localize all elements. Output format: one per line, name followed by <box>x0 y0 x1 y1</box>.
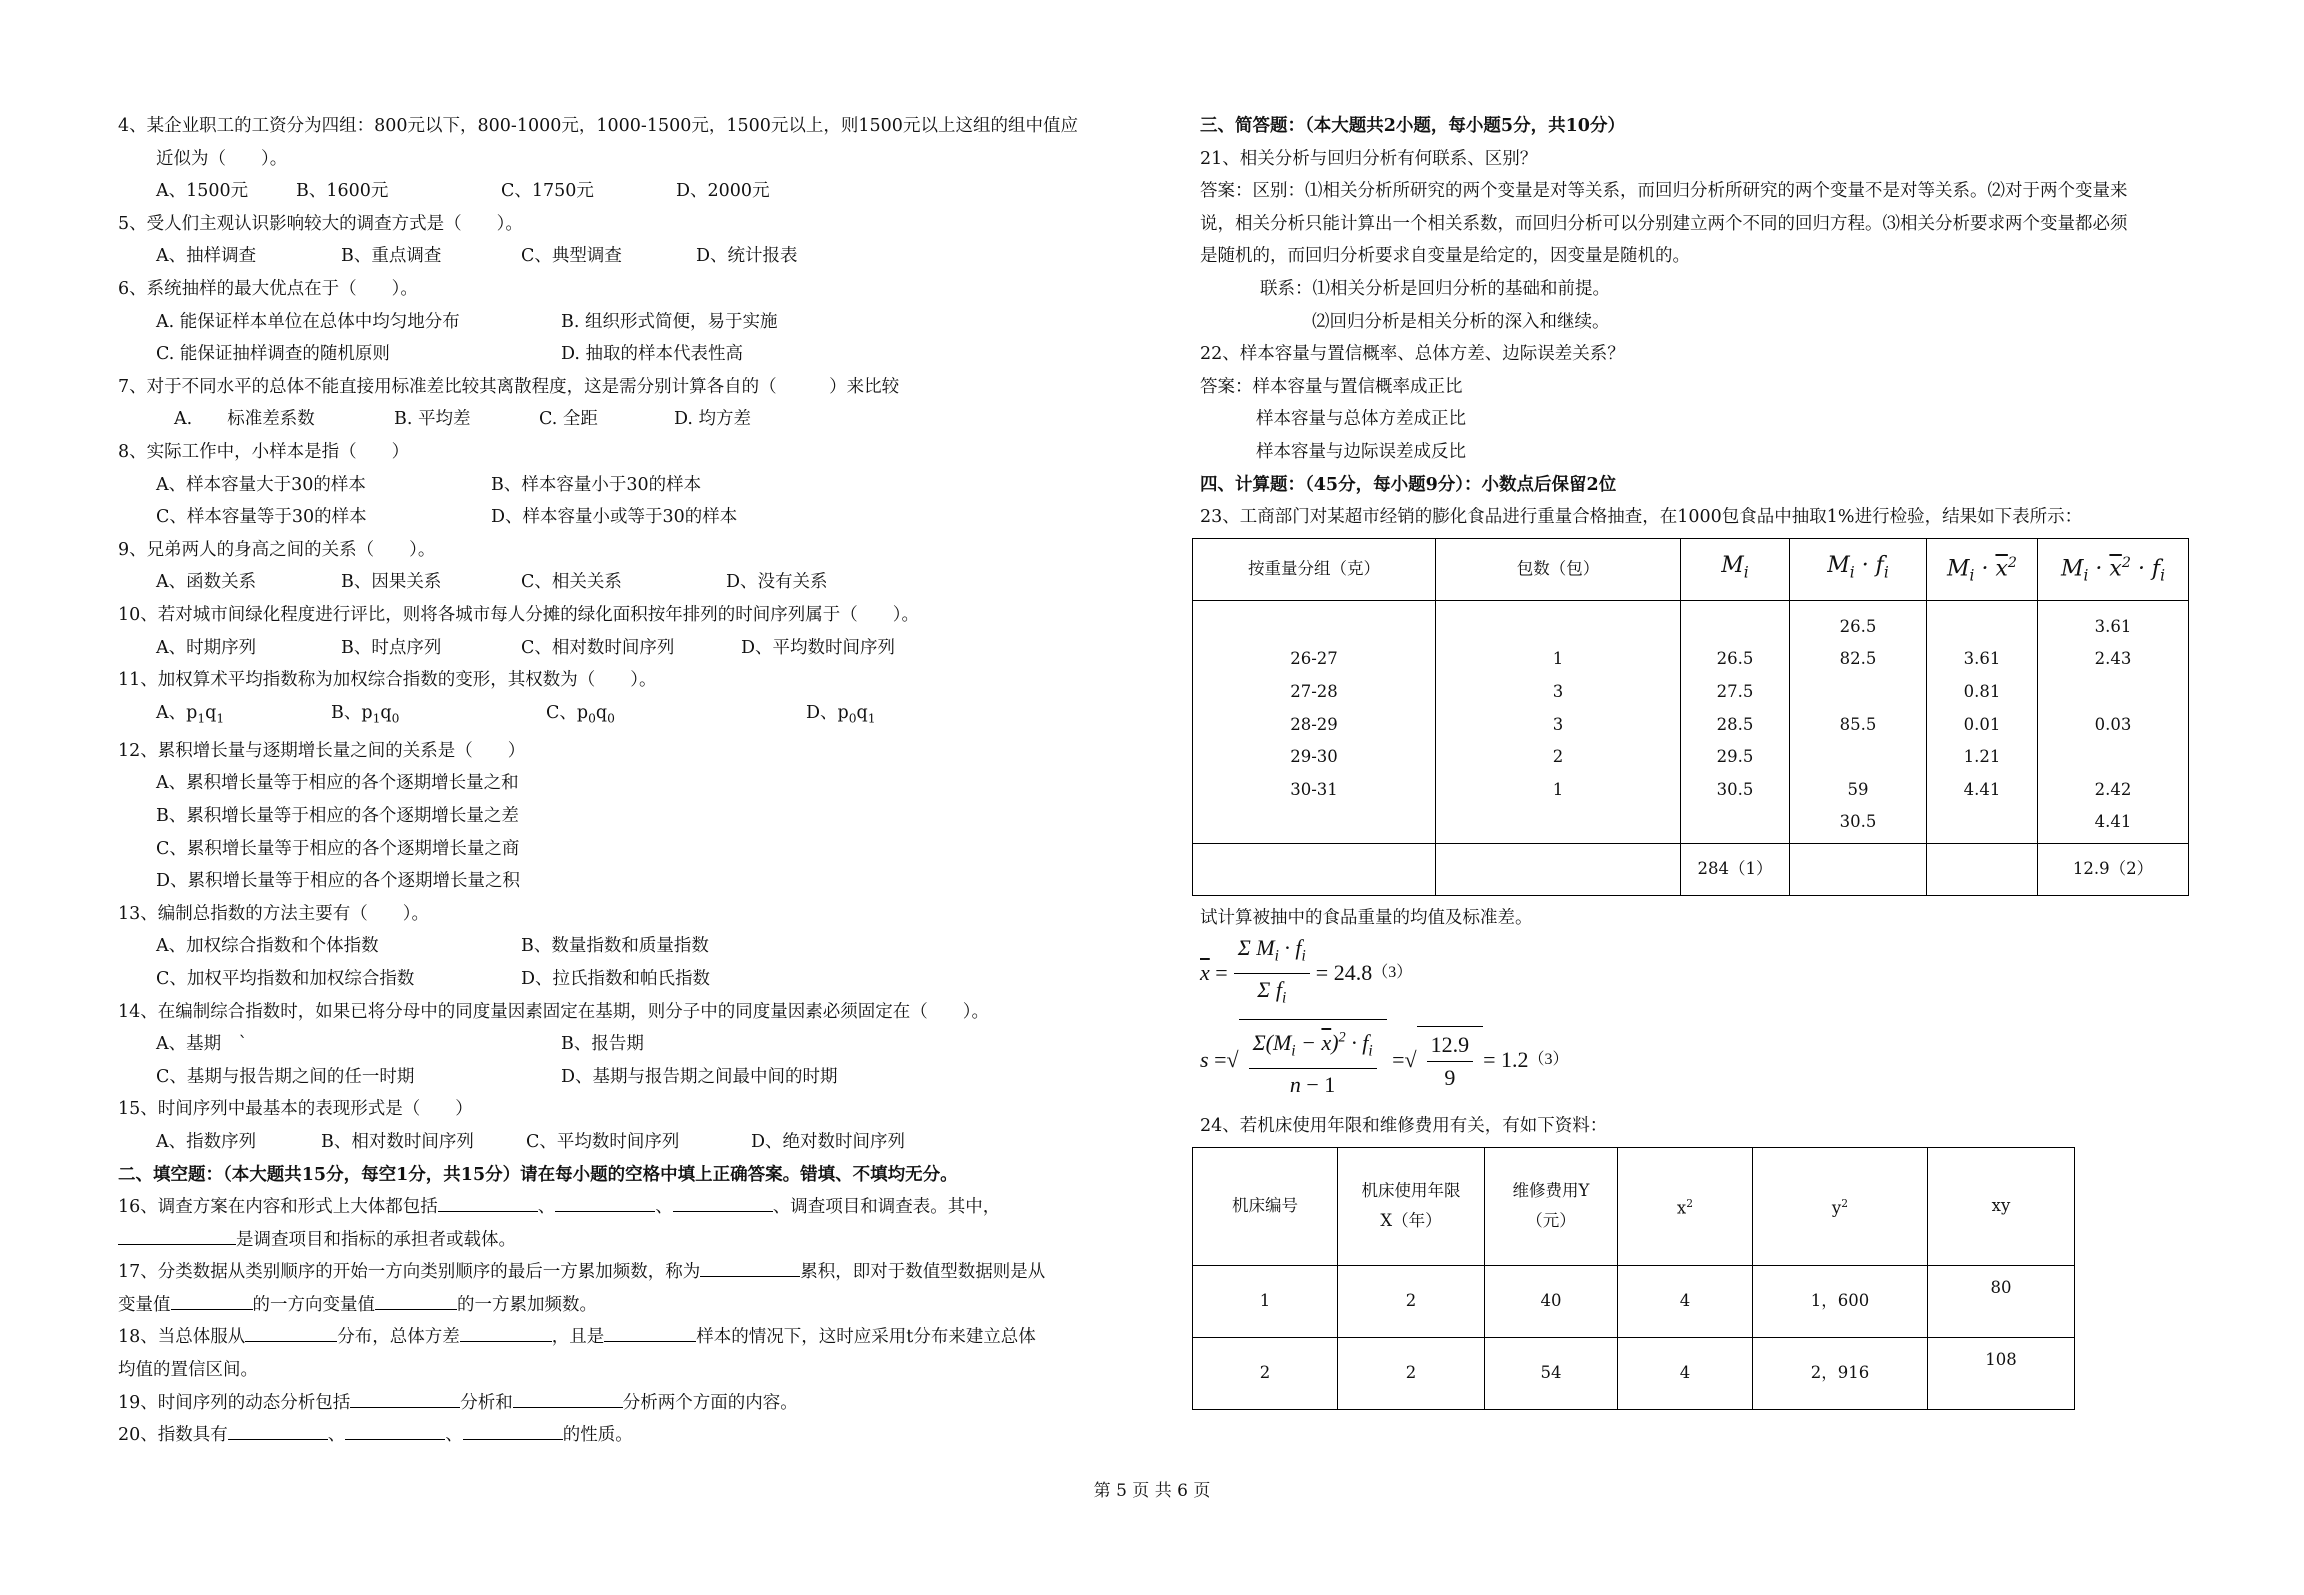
q12: 12、累积增长量与逐期增长量之间的关系是（ ） <box>118 740 526 761</box>
q22-answer-2: 样本容量与总体方差成正比 <box>1256 409 1466 430</box>
formula-std: s = √ $\frac{\Sigma(M_i - \overline{x})^2 \cdot f_i}{n - 1}$ = √ $\frac{12.9}{9}$ = 1.2 （3） <box>1200 1020 2230 1100</box>
col-years: 机床使用年限 X（年） <box>1338 1147 1485 1265</box>
cell-mi: 26.5 27.5 28.5 29.5 30.5 <box>1681 600 1790 843</box>
q16-line1: 16、调查方案在内容和形式上大体都包括 、 、 、调查项目和调查表。其中， <box>118 1191 1138 1224</box>
q6-options-1: A. 能保证样本单位在总体中均匀地分布 B. 组织形式简便，易于实施 <box>156 311 778 332</box>
q4-line1: 4、某企业职工的工资分为四组：800元以下，800-1000元，1000-1500元，1500元以上，则1500元以上这组的组中值应 <box>118 116 1078 136</box>
table-body-row <box>1193 600 2189 843</box>
left-column <box>118 110 1138 1452</box>
q21-answer-3: 是随机的，而回归分析要求自变量是给定的，因变量是随机的。 <box>1200 246 1690 267</box>
weight-table <box>1192 538 2189 896</box>
q21-relation-1: 联系：⑴相关分析是回归分析的基础和前提。 <box>1260 278 1610 299</box>
q21-relation-2: ⑵回归分析是相关分析的深入和继续。 <box>1312 311 1610 332</box>
blank[interactable] <box>171 1289 253 1310</box>
q22-answer-3: 样本容量与边际误差成反比 <box>1256 441 1466 462</box>
right-column <box>1200 110 2230 1410</box>
cell-mi-fi: 26.5 82.5 85.5 59 30.5 <box>1790 600 1927 843</box>
mean-mark: （3） <box>1372 964 1413 982</box>
q10-options: A、时期序列 B、时点序列 C、相对数时间序列 D、平均数时间序列 <box>156 637 896 658</box>
section-2-title: 二、填空题：（本大题共15分，每空1分，共15分）请在每小题的空格中填上正确答案。错填、不填均无分。 <box>118 1164 958 1185</box>
mean-value: 24.8 <box>1333 960 1373 986</box>
col-weight-group: 按重量分组（克） <box>1193 538 1436 600</box>
q23: 23、工商部门对某超市经销的膨化食品进行重量合格抽查，在1000包食品中抽取1%进行检验，结果如下表所示： <box>1200 507 2083 528</box>
q9: 9、兄弟两人的身高之间的关系（ ）。 <box>118 539 436 560</box>
std-mark: （3） <box>1528 1051 1569 1069</box>
q21: 21、相关分析与回归分析有何联系、区别？ <box>1200 148 1538 169</box>
col-cost: 维修费用Y （元） <box>1485 1147 1618 1265</box>
section-3-title: 三、简答题：（本大题共2小题，每小题5分，共10分） <box>1200 116 1625 136</box>
col-xy: xy <box>1928 1147 2075 1265</box>
q12-opt-a: A、累积增长量等于相应的各个逐期增长量之和 <box>156 773 519 794</box>
blank[interactable] <box>375 1289 457 1310</box>
q11: 11、加权算术平均指数称为加权综合指数的变形，其权数为（ ）。 <box>118 670 657 691</box>
q20: 20、指数具有 、 、 的性质。 <box>118 1419 1138 1452</box>
q17-line2: 变量值 的一方向变量值 的一方累加频数。 <box>118 1289 1138 1322</box>
blank[interactable] <box>228 1419 328 1440</box>
q14-options-2: C、基期与报告期之间的任一时期 D、基期与报告期之间最中间的时期 <box>156 1066 838 1087</box>
q24: 24、若机床使用年限和维修费用有关，有如下资料： <box>1200 1116 1608 1137</box>
cell-counts: 1 3 3 2 1 <box>1436 600 1681 843</box>
q21-answer-2: 说，相关分析只能计算出一个相关系数，而回归分析可以分别建立两个不同的回归方程。⑶相关分析要求两个变量都必须 <box>1200 213 2128 234</box>
blank[interactable] <box>438 1191 538 1212</box>
q4-line2: 近似为（ ）。 <box>156 148 288 169</box>
cell-groups: 26-27 27-28 28-29 29-30 30-31 <box>1193 600 1436 843</box>
machine-header-row <box>1193 1147 2075 1265</box>
q18-line2: 均值的置信区间。 <box>118 1360 258 1381</box>
q18-line1: 18、当总体服从 分布，总体方差 ，且是 样本的情况下，这时应采用t分布来建立总体 <box>118 1321 1138 1354</box>
q23-task: 试计算被抽中的食品重量的均值及标准差。 <box>1200 907 1533 928</box>
machine-row: 2 2 54 4 2，916 108 <box>1193 1337 2075 1409</box>
total-dev-f: 12.9（2） <box>2038 843 2189 895</box>
q17-line1: 17、分类数据从类别顺序的开始一方向类别顺序的最后一方累加频数，称为 累积，即对于数值型数据则是从 <box>118 1256 1138 1289</box>
blank[interactable] <box>463 1419 563 1440</box>
q22: 22、样本容量与置信概率、总体方差、边际误差关系？ <box>1200 344 1625 365</box>
page-footer: 第 5 页 共 6 页 <box>1093 1481 1211 1501</box>
q8-options-2: C、样本容量等于30的样本 D、样本容量小或等于30的样本 <box>156 507 738 528</box>
col-y2: $y^2$ <box>1753 1147 1928 1265</box>
q14-options-1: A、基期 ` B、报告期 <box>156 1034 644 1055</box>
q4-options: A、1500元 B、1600元 C、1750元 D、2000元 <box>156 181 770 202</box>
q7: 7、对于不同水平的总体不能直接用标准差比较其离散程度，这是需分别计算各自的（ ）来比较 <box>118 376 900 397</box>
blank[interactable] <box>604 1321 696 1342</box>
q13-options-2: C、加权平均指数和加权综合指数 D、拉氏指数和帕氏指数 <box>156 968 711 989</box>
col-mi-dev: $M_i \cdot \overline{x}^2$ <box>1927 538 2038 600</box>
blank[interactable] <box>513 1387 623 1408</box>
q6: 6、系统抽样的最大优点在于（ ）。 <box>118 278 418 299</box>
blank[interactable] <box>350 1387 460 1408</box>
q12-opt-c: C、累积增长量等于相应的各个逐期增长量之商 <box>156 838 520 859</box>
blank[interactable] <box>118 1224 236 1245</box>
total-mi-fi: 284（1） <box>1681 843 1790 895</box>
q12-opt-b: B、累积增长量等于相应的各个逐期增长量之差 <box>156 805 519 826</box>
q15-options: A、指数序列 B、相对数时间序列 C、平均数时间序列 D、绝对数时间序列 <box>156 1131 906 1152</box>
blank[interactable] <box>245 1321 337 1342</box>
q5-options: A、抽样调查 B、重点调查 C、典型调查 D、统计报表 <box>156 246 798 267</box>
q14: 14、在编制综合指数时，如果已将分母中的同度量因素固定在基期，则分子中的同度量因素必须固定在（ ）。 <box>118 1001 990 1022</box>
cell-dev: 3.61 0.81 0.01 1.21 4.41 <box>1927 600 2038 843</box>
formula-mean: $\overline{x}$ = $\frac{\Sigma M_i \cdot f_i}{\Sigma f_i}$ = 24.8 （3） <box>1200 938 2230 1008</box>
col-machine-id: 机床编号 <box>1193 1147 1338 1265</box>
q21-answer-1: 答案：区别：⑴相关分析所研究的两个变量是对等关系，而回归分析所研究的两个变量不是对等关系。⑵对于两个变量来 <box>1200 181 2128 202</box>
col-mi: $M_i$ <box>1681 538 1790 600</box>
q6-options-2: C. 能保证抽样调查的随机原则 D. 抽取的样本代表性高 <box>156 344 744 365</box>
q11-opt-d: D、$p_0q_1$ <box>806 702 876 726</box>
q10: 10、若对城市间绿化程度进行评比，则将各城市每人分摊的绿化面积按年排列的时间序列属于（ ）。 <box>118 604 920 625</box>
q13-options-1: A、加权综合指数和个体指数 B、数量指数和质量指数 <box>156 936 709 957</box>
blank[interactable] <box>345 1419 445 1440</box>
q13: 13、编制总指数的方法主要有（ ）。 <box>118 903 430 924</box>
machine-table <box>1192 1147 2075 1410</box>
blank[interactable] <box>673 1191 773 1212</box>
q11-opt-a: A、$p_1q_1$ <box>156 702 225 726</box>
col-mi-fi: $M_i \cdot f_i$ <box>1790 538 1927 600</box>
blank[interactable] <box>460 1321 552 1342</box>
machine-row: 1 2 40 4 1，600 80 <box>1193 1265 2075 1337</box>
q16-line2: 是调查项目和指标的承担者或载体。 <box>118 1224 1138 1257</box>
q12-opt-d: D、累积增长量等于相应的各个逐期增长量之积 <box>156 871 521 892</box>
q22-answer-1: 答案：样本容量与置信概率成正比 <box>1200 376 1463 397</box>
blank[interactable] <box>700 1256 800 1277</box>
std-value: 1.2 <box>1501 1047 1529 1073</box>
table-header-row <box>1193 538 2189 600</box>
sqrt-1: √ $\frac{\Sigma(M_i - \overline{x})^2 \cdot f_i}{n - 1}$ <box>1226 1019 1386 1102</box>
col-x2: $x^2$ <box>1618 1147 1753 1265</box>
blank[interactable] <box>555 1191 655 1212</box>
section-4-title: 四、计算题：（45分，每小题9分）：小数点后保留2位 <box>1200 474 1617 495</box>
q19: 19、时间序列的动态分析包括 分析和 分析两个方面的内容。 <box>118 1387 1138 1420</box>
cell-dev-f: 3.61 2.43 0.03 2.42 4.41 <box>2038 600 2189 843</box>
q15: 15、时间序列中最基本的表现形式是（ ） <box>118 1099 473 1120</box>
q7-options: A. 标准差系数 B. 平均差 C. 全距 D. 均方差 <box>174 409 752 430</box>
q11-opt-b: B、$p_1q_0$ <box>331 702 400 726</box>
q5: 5、受人们主观认识影响较大的调查方式是（ ）。 <box>118 213 523 234</box>
q11-options <box>118 697 1138 735</box>
q8-options-1: A、样本容量大于30的样本 B、样本容量小于30的样本 <box>156 474 702 495</box>
col-mi-dev-fi: $M_i \cdot \overline{x}^2 \cdot f_i$ <box>2038 538 2189 600</box>
sqrt-2: √ $\frac{12.9}{9}$ <box>1405 1026 1484 1095</box>
col-count: 包数（包） <box>1436 538 1681 600</box>
q9-options: A、函数关系 B、因果关系 C、相关关系 D、没有关系 <box>156 572 828 593</box>
q11-opt-c: C、$p_0q_0$ <box>546 702 615 726</box>
q8: 8、实际工作中，小样本是指（ ） <box>118 441 410 462</box>
table-total-row <box>1193 843 2189 895</box>
